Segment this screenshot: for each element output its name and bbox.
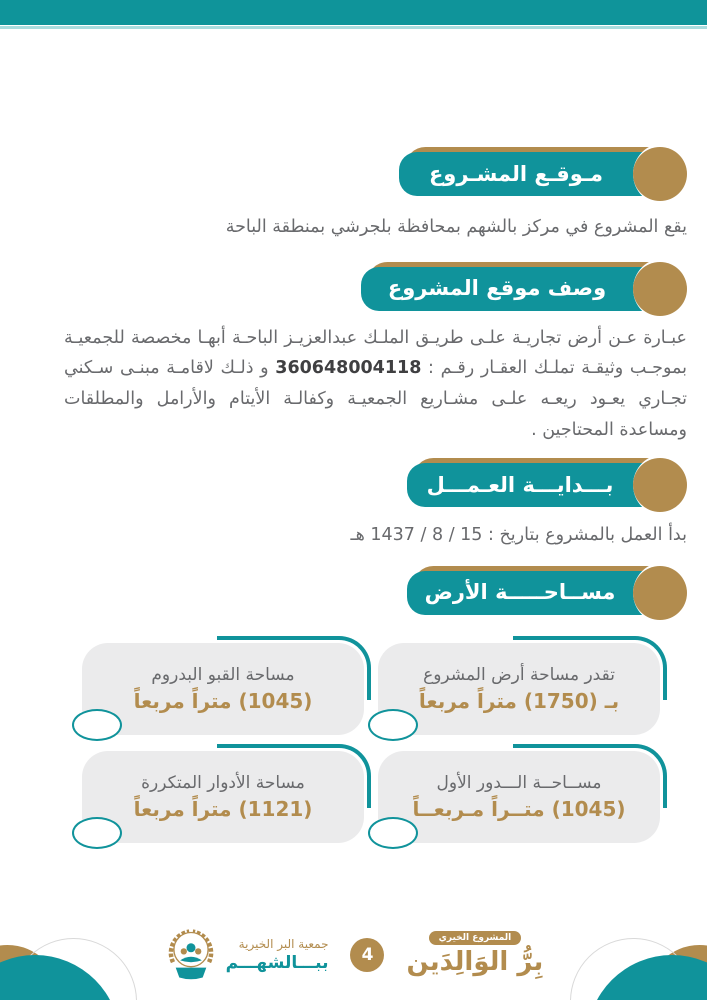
- area-card-basement: [82, 643, 364, 735]
- card-label: مســاحــة الـــدور الأول: [436, 772, 602, 793]
- card-ellipse-decoration: [368, 817, 418, 849]
- project-badge: المشروع الخيري: [429, 931, 522, 945]
- header-gold-circle: [633, 262, 687, 316]
- page-footer: [0, 926, 707, 984]
- page-number-badge: 4: [350, 938, 384, 972]
- description-text-after-number: و ذلـك لاقامـة مبنـى سـكني تجـاري يعـود ريعـه علـى مشـاريع الجمعيـة وكفالـة الأيتام والأرامل والمطلقات ومساعدة المحتاجين .: [64, 358, 687, 440]
- card-value: بـ (1750) متراً مربعاً: [418, 688, 620, 713]
- section-header-description: [361, 267, 691, 311]
- charity-name-line2: ببـــالشهـــم: [225, 952, 329, 973]
- charity-logo-icon: [164, 926, 218, 984]
- section-header-land-area: [407, 571, 691, 615]
- section-title-location: مـوقـع المشـروع: [428, 161, 604, 186]
- page-content: [0, 28, 707, 843]
- card-ellipse-decoration: [368, 709, 418, 741]
- deed-number: 360648004118: [275, 358, 422, 379]
- section-header-work-start: [407, 463, 691, 507]
- card-ellipse-decoration: [72, 817, 122, 849]
- section-header-location: [399, 152, 691, 196]
- card-body: [82, 643, 364, 735]
- area-card-repeated-floors: [82, 751, 364, 843]
- area-cards-grid: [82, 643, 660, 843]
- area-card-project-land: [378, 643, 660, 735]
- section-title-land-area: مســاحـــــة الأرض: [424, 580, 616, 605]
- header-gold-circle: [633, 458, 687, 512]
- card-value: (1045) متــراً مـربعــاً: [412, 796, 626, 821]
- card-label: تقدر مساحة أرض المشروع: [423, 664, 615, 685]
- project-logo-group: [406, 931, 543, 978]
- description-body-text: [64, 323, 687, 446]
- card-body: [82, 751, 364, 843]
- header-gold-circle: [633, 147, 687, 201]
- card-body: [378, 643, 660, 735]
- charity-name-line1: جمعية البر الخيرية: [238, 937, 329, 951]
- card-ellipse-decoration: [72, 709, 122, 741]
- description-text-before-number: عبـارة عـن أرض تجاريـة علـى طريـق الملـك عبدالعزيـز الباحـة أبهـا مخصصة للجمعيـة بموجـب وثيقـة تملـك العقـار رقـم :: [64, 327, 687, 379]
- work-start-body-text: بدأ العمل بالمشروع بتاريخ : 15 / 8 / 1437 هـ: [350, 525, 687, 546]
- section-title-description: وصف موقع المشروع: [387, 276, 607, 301]
- header-circle-decoration: [633, 454, 695, 516]
- charity-name-block: [226, 937, 329, 973]
- card-value: (1045) متراً مربعاً: [133, 688, 313, 713]
- section-title-work-start: بـــدايـــة العـمـــل: [426, 472, 614, 497]
- card-body: [378, 751, 660, 843]
- header-circle-decoration: [633, 562, 695, 624]
- location-body-text: يقع المشروع في مركز بالشهم بمحافظة بلجرشي بمنطقة الباحة: [225, 217, 687, 237]
- header-circle-decoration: [633, 258, 695, 320]
- header-gold-circle: [633, 566, 687, 620]
- card-label: مساحة الأدوار المتكررة: [141, 772, 305, 793]
- card-label: مساحة القبو البدروم: [151, 664, 295, 685]
- project-logo-calligraphy: بِرُّ الوَالِدَين: [406, 947, 544, 978]
- charity-logo-group: [164, 926, 329, 984]
- header-circle-decoration: [633, 143, 695, 205]
- area-card-first-floor: [378, 751, 660, 843]
- card-value: (1121) متراً مربعاً: [133, 796, 313, 821]
- top-teal-band: [0, 0, 707, 25]
